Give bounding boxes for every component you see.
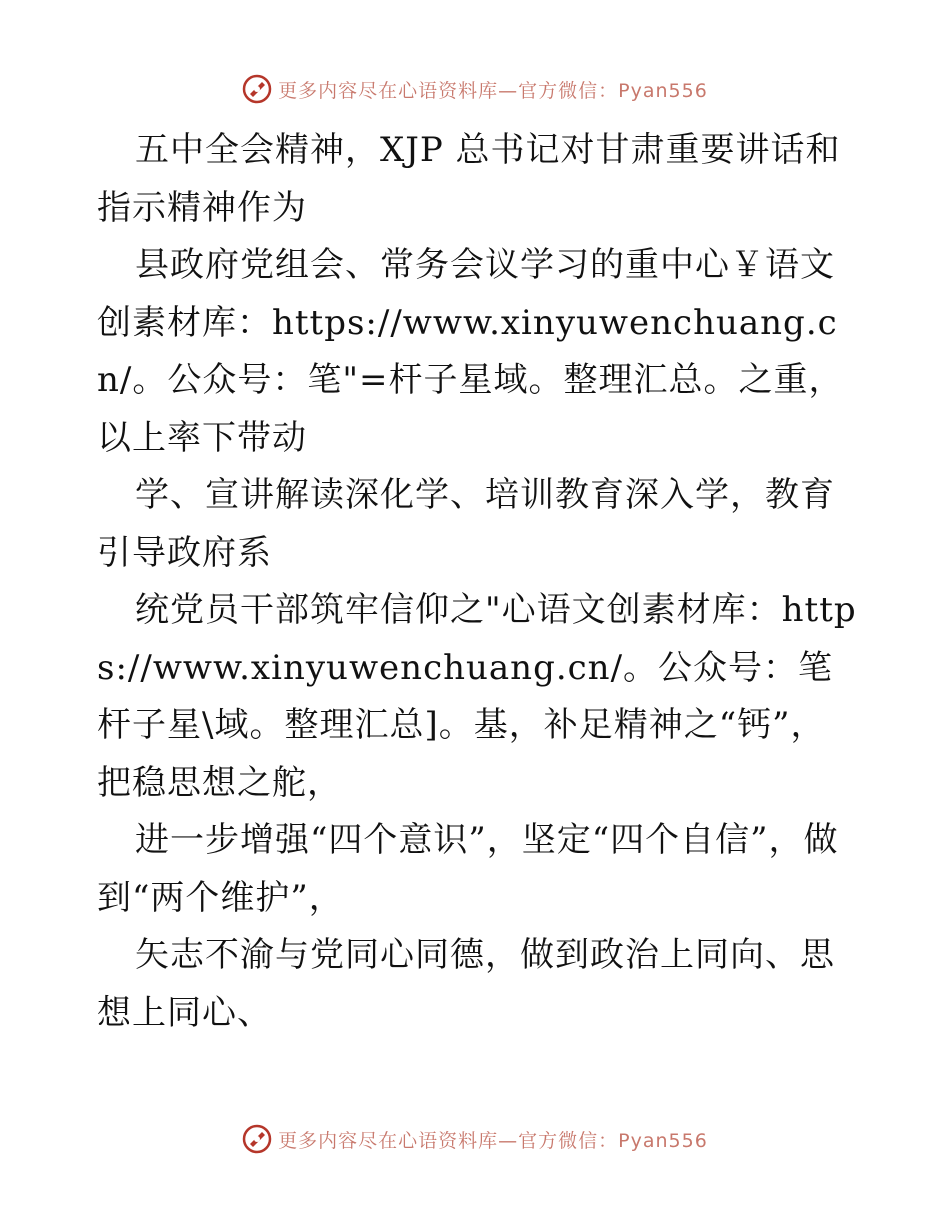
header-watermark [0,74,950,104]
paragraph: 进一步增强“四个意识”，坚定“四个自信”，做到“两个维护”， [97,820,839,918]
paragraph: 五中全会精神，XJP 总书记对甘肃重要讲话和指示精神作为 [97,130,841,228]
watermark-text: 更多内容尽在心语资料库—官方微信：Pyan556 [278,1129,708,1152]
document-body [97,122,857,1042]
brand-logo-icon [242,1124,272,1154]
watermark-text: 更多内容尽在心语资料库—官方微信：Pyan556 [278,79,708,102]
paragraph: 县政府党组会、常务会议学习的重中心￥语文创素材库：https://www.xinyuwenchuang.cn/。公众号：笔"=杆子星域。整理汇总。之重，以上率下带动 [97,245,844,458]
paragraph: 矢志不渝与党同心同德，做到政治上同向、思想上同心、 [97,935,835,1033]
brand-logo-icon [242,74,272,104]
paragraph: 学、宣讲解读深化学、培训教育深入学，教育引导政府系 [97,475,835,573]
paragraph: 统党员干部筑牢信仰之"心语文创素材库：https://www.xinyuwenchuang.cn/。公众号：笔杆子星\域。整理汇总]。基，补足精神之“钙”，把稳思想之舵， [97,590,857,803]
footer-watermark [0,1124,950,1154]
